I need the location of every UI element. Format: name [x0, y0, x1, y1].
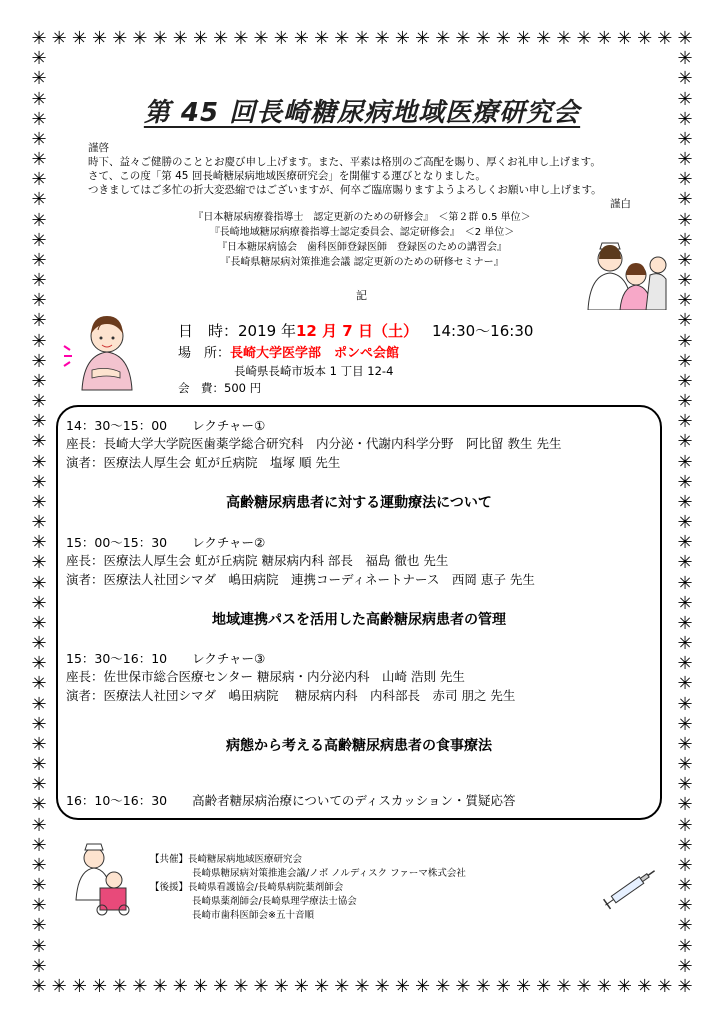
border-star-icon: ✳: [536, 976, 552, 997]
border-star-icon: ✳: [677, 290, 693, 312]
border-star-icon: ✳: [556, 28, 572, 49]
lecture-3-chair: 座長：佐世保市総合医療センター 糖尿病・内分泌内科 山崎 浩則 先生: [66, 669, 465, 684]
kyosai-org-1: 長崎糖尿病地域医療研究会: [188, 854, 303, 865]
border-star-icon: ✳: [677, 713, 693, 735]
border-star-icon: ✳: [112, 976, 128, 997]
border-star-icon: ✳: [31, 935, 47, 957]
fee-value: 500 円: [224, 381, 262, 395]
letter-closing: 謹白: [610, 198, 631, 210]
border-star-icon: ✳: [31, 68, 47, 90]
border-star-icon: ✳: [616, 28, 632, 49]
border-star-icon: ✳: [677, 875, 693, 897]
border-star-icon: ✳: [31, 491, 47, 513]
border-star-icon: ✳: [31, 451, 47, 473]
syringe-icon: [598, 866, 662, 910]
border-star-icon: ✳: [31, 229, 47, 251]
border-star-icon: ✳: [31, 814, 47, 836]
border-star-icon: ✳: [31, 713, 47, 735]
border-star-icon: ✳: [677, 572, 693, 594]
border-star-icon: ✳: [31, 411, 47, 433]
border-star-icon: ✳: [51, 28, 67, 49]
border-star-icon: ✳: [677, 431, 693, 453]
border-star-icon: ✳: [92, 28, 108, 49]
border-star-icon: ✳: [31, 512, 47, 534]
border-star-icon: ✳: [31, 128, 47, 150]
border-star-icon: ✳: [455, 976, 471, 997]
border-star-icon: ✳: [31, 693, 47, 715]
lecture-1-time: 14：30～15：00 レクチャー①: [66, 418, 266, 433]
border-star-icon: ✳: [677, 673, 693, 695]
border-star-icon: ✳: [31, 552, 47, 574]
border-star-icon: ✳: [677, 411, 693, 433]
border-star-icon: ✳: [677, 633, 693, 655]
border-star-icon: ✳: [314, 28, 330, 49]
letter-salutation: 謹啓: [88, 142, 109, 154]
border-star-icon: ✳: [677, 209, 693, 231]
border-star-icon: ✳: [314, 976, 330, 997]
border-star-icon: ✳: [677, 270, 693, 292]
border-star-icon: ✳: [31, 270, 47, 292]
border-star-icon: ✳: [31, 370, 47, 392]
border-star-icon: ✳: [354, 976, 370, 997]
border-star-icon: ✳: [354, 28, 370, 49]
date-row: [178, 322, 533, 340]
border-star-icon: ✳: [253, 976, 269, 997]
border-star-icon: ✳: [677, 391, 693, 413]
place-name: 長崎大学医学部 ポンペ会館: [230, 346, 400, 361]
kyosai-org-2: 長崎県糖尿病対策推進会議/ノボ ノルディスク ファーマ株式会社: [192, 868, 466, 879]
border-star-icon: ✳: [677, 955, 693, 977]
border-star-icon: ✳: [677, 552, 693, 574]
fee-label: 会 費：: [178, 381, 224, 395]
border-star-icon: ✳: [677, 834, 693, 856]
border-star-icon: ✳: [677, 976, 693, 997]
koen-org-1: 長崎県看護協会/長崎県病院薬剤師会: [188, 882, 344, 893]
border-star-icon: ✳: [394, 976, 410, 997]
border-star-icon: ✳: [455, 28, 471, 49]
border-star-icon: ✳: [213, 976, 229, 997]
nurse-wheelchair-illustration: [70, 840, 134, 916]
border-star-icon: ✳: [31, 915, 47, 937]
letter-line-2: さて、この度「第 45 回長崎糖尿病地域医療研究会」を開催する運びとなりました。: [88, 170, 486, 182]
border-star-icon: ✳: [677, 350, 693, 372]
koen-org-3: 長崎市歯科医師会※五十音順: [192, 910, 314, 921]
lecture-2-speaker: 演者：医療法人社団シマダ 嶋田病院 連携コーディネートナース 西岡 恵子 先生: [66, 572, 535, 587]
letter-line-1: 時下、益々ご健勝のこととお慶び申し上げます。また、平素は格別のご高配を賜り、厚くお礼申し上げます。: [88, 156, 601, 168]
lecture-3-speaker: 演者：医療法人社団シマダ 嶋田病院 糖尿病内科 内科部長 赤司 朋之 先生: [66, 688, 516, 703]
border-star-icon: ✳: [31, 976, 47, 997]
border-star-icon: ✳: [495, 976, 511, 997]
lecture-1-topic: 高齢糖尿病患者に対する運動療法について: [226, 495, 492, 511]
border-star-icon: ✳: [677, 249, 693, 271]
border-star-icon: ✳: [616, 976, 632, 997]
border-star-icon: ✳: [677, 693, 693, 715]
page-title: 第 45 回長崎糖尿病地域医療研究会: [143, 98, 581, 128]
border-star-icon: ✳: [334, 28, 350, 49]
border-star-icon: ✳: [273, 976, 289, 997]
border-star-icon: ✳: [31, 653, 47, 675]
border-star-icon: ✳: [31, 834, 47, 856]
border-star-icon: ✳: [273, 28, 289, 49]
border-star-icon: ✳: [31, 431, 47, 453]
border-star-icon: ✳: [31, 733, 47, 755]
date-label: 日 時：: [178, 322, 239, 340]
border-star-icon: ✳: [596, 976, 612, 997]
course-3: 『日本糖尿病協会 歯科医師登録医師 登録医のための講習会』: [217, 242, 507, 253]
border-star-icon: ✳: [475, 976, 491, 997]
border-star-icon: ✳: [31, 189, 47, 211]
ki-label: 記: [356, 289, 367, 302]
discussion-line: 16：10～16：30 高齢者糖尿病治療についてのディスカッション・質疑応答: [66, 793, 516, 808]
border-star-icon: ✳: [596, 28, 612, 49]
border-star-icon: ✳: [31, 471, 47, 493]
border-star-icon: ✳: [293, 28, 309, 49]
border-star-icon: ✳: [334, 976, 350, 997]
place-address: 長崎県長崎市坂本 1 丁目 12-4: [234, 364, 394, 378]
border-star-icon: ✳: [637, 976, 653, 997]
border-star-icon: ✳: [576, 28, 592, 49]
border-star-icon: ✳: [677, 370, 693, 392]
border-star-icon: ✳: [657, 976, 673, 997]
border-star-icon: ✳: [172, 976, 188, 997]
fee-row: [178, 379, 261, 397]
border-star-icon: ✳: [92, 976, 108, 997]
border-star-icon: ✳: [536, 28, 552, 49]
border-star-icon: ✳: [31, 249, 47, 271]
kyosai-label: 【共催】: [150, 854, 189, 865]
border-star-icon: ✳: [677, 915, 693, 937]
border-star-icon: ✳: [435, 976, 451, 997]
border-star-icon: ✳: [677, 330, 693, 352]
border-star-icon: ✳: [293, 976, 309, 997]
nurse-child-illustration: [580, 235, 670, 310]
border-star-icon: ✳: [677, 108, 693, 130]
border-star-icon: ✳: [31, 572, 47, 594]
letter-line-3: つきましてはご多忙の折大変恐縮ではございますが、何卒ご臨席賜りますようよろしくお願い申し上げます。: [88, 184, 602, 196]
border-star-icon: ✳: [677, 48, 693, 70]
border-star-icon: ✳: [677, 754, 693, 776]
border-star-icon: ✳: [637, 28, 653, 49]
border-star-icon: ✳: [657, 28, 673, 49]
border-star-icon: ✳: [677, 310, 693, 332]
border-star-icon: ✳: [556, 976, 572, 997]
border-star-icon: ✳: [677, 149, 693, 171]
border-star-icon: ✳: [677, 653, 693, 675]
border-star-icon: ✳: [71, 976, 87, 997]
border-star-icon: ✳: [677, 68, 693, 90]
border-star-icon: ✳: [31, 895, 47, 917]
border-star-icon: ✳: [31, 28, 47, 49]
border-star-icon: ✳: [394, 28, 410, 49]
koen-label: 【後援】: [150, 882, 189, 893]
border-star-icon: ✳: [677, 451, 693, 473]
border-star-icon: ✳: [31, 955, 47, 977]
lecture-1-speaker: 演者：医療法人厚生会 虹が丘病院 塩塚 順 先生: [66, 455, 341, 470]
border-star-icon: ✳: [435, 28, 451, 49]
place-row: [178, 345, 399, 363]
border-star-icon: ✳: [31, 48, 47, 70]
border-star-icon: ✳: [677, 935, 693, 957]
lecture-1-chair: 座長：長崎大学大学院医歯薬学総合研究科 内分泌・代謝内科学分野 阿比留 教生 先生: [66, 436, 562, 451]
border-star-icon: ✳: [677, 512, 693, 534]
border-star-icon: ✳: [374, 976, 390, 997]
border-star-icon: ✳: [233, 976, 249, 997]
border-star-icon: ✳: [677, 28, 693, 49]
border-star-icon: ✳: [677, 532, 693, 554]
lecture-2-chair: 座長：医療法人厚生会 虹が丘病院 糖尿病内科 部長 福島 徹也 先生: [66, 553, 449, 568]
border-star-icon: ✳: [31, 633, 47, 655]
lecture-2-time: 15：00～15：30 レクチャー②: [66, 535, 266, 550]
border-star-icon: ✳: [172, 28, 188, 49]
border-star-icon: ✳: [31, 330, 47, 352]
border-star-icon: ✳: [132, 28, 148, 49]
border-star-icon: ✳: [31, 108, 47, 130]
lecture-3-time: 15：30～16：10 レクチャー③: [66, 651, 266, 666]
date-month-day: 12 月 7 日（土）: [295, 322, 418, 340]
course-4: 『長崎県糖尿病対策推進会議 認定更新のための研修セミナー』: [220, 257, 504, 268]
border-star-icon: ✳: [677, 471, 693, 493]
lecture-2-topic: 地域連携パスを活用した高齢糖尿病患者の管理: [212, 612, 506, 628]
border-star-icon: ✳: [677, 128, 693, 150]
date-year: 2019 年: [238, 322, 296, 340]
nurse-illustration: [62, 300, 152, 392]
border-star-icon: ✳: [31, 754, 47, 776]
border-star-icon: ✳: [677, 189, 693, 211]
border-star-icon: ✳: [31, 794, 47, 816]
border-star-icon: ✳: [495, 28, 511, 49]
border-star-icon: ✳: [374, 28, 390, 49]
border-star-icon: ✳: [31, 290, 47, 312]
course-1: 『日本糖尿病療養指導士 認定更新のための研修会』 ＜第２群 0.5 単位＞: [193, 212, 531, 223]
lecture-3-topic: 病態から考える高齢糖尿病患者の食事療法: [226, 738, 492, 754]
kyosai-row: [150, 853, 302, 866]
border-star-icon: ✳: [31, 592, 47, 614]
border-star-icon: ✳: [31, 88, 47, 110]
border-star-icon: ✳: [415, 28, 431, 49]
border-star-icon: ✳: [152, 976, 168, 997]
border-star-icon: ✳: [515, 28, 532, 49]
border-star-icon: ✳: [31, 532, 47, 554]
border-star-icon: ✳: [152, 28, 168, 49]
border-star-icon: ✳: [677, 895, 693, 917]
border-star-icon: ✳: [475, 28, 491, 49]
border-star-icon: ✳: [31, 875, 47, 897]
border-star-icon: ✳: [31, 209, 47, 231]
border-star-icon: ✳: [31, 169, 47, 191]
border-star-icon: ✳: [31, 673, 47, 695]
border-star-icon: ✳: [71, 28, 87, 49]
border-star-icon: ✳: [576, 976, 592, 997]
border-star-icon: ✳: [677, 229, 693, 251]
border-star-icon: ✳: [132, 976, 148, 997]
border-star-icon: ✳: [677, 88, 693, 110]
border-star-icon: ✳: [677, 733, 693, 755]
border-star-icon: ✳: [233, 28, 249, 49]
border-star-icon: ✳: [415, 976, 431, 997]
koen-row: [150, 881, 343, 894]
border-star-icon: ✳: [192, 976, 209, 997]
border-star-icon: ✳: [31, 774, 47, 796]
border-star-icon: ✳: [112, 28, 128, 49]
border-star-icon: ✳: [213, 28, 229, 49]
border-star-icon: ✳: [677, 169, 693, 191]
border-star-icon: ✳: [515, 976, 532, 997]
course-2: 『長崎地域糖尿病療養指導士認定委員会、認定研修会』 ＜2 単位＞: [209, 227, 515, 238]
border-star-icon: ✳: [253, 28, 269, 49]
border-star-icon: ✳: [31, 350, 47, 372]
border-star-icon: ✳: [31, 391, 47, 413]
border-star-icon: ✳: [677, 774, 693, 796]
koen-org-2: 長崎県薬剤師会/長崎県理学療法士協会: [192, 896, 357, 907]
border-star-icon: ✳: [677, 794, 693, 816]
border-star-icon: ✳: [677, 491, 693, 513]
border-star-icon: ✳: [677, 592, 693, 614]
border-star-icon: ✳: [677, 612, 693, 634]
border-star-icon: ✳: [31, 612, 47, 634]
place-label: 場 所：: [178, 346, 231, 361]
border-star-icon: ✳: [31, 310, 47, 332]
border-star-icon: ✳: [192, 28, 209, 49]
border-star-icon: ✳: [31, 854, 47, 876]
date-time: 14:30～16:30: [431, 322, 534, 340]
border-star-icon: ✳: [677, 854, 693, 876]
border-star-icon: ✳: [677, 814, 693, 836]
border-star-icon: ✳: [31, 149, 47, 171]
border-star-icon: ✳: [51, 976, 67, 997]
